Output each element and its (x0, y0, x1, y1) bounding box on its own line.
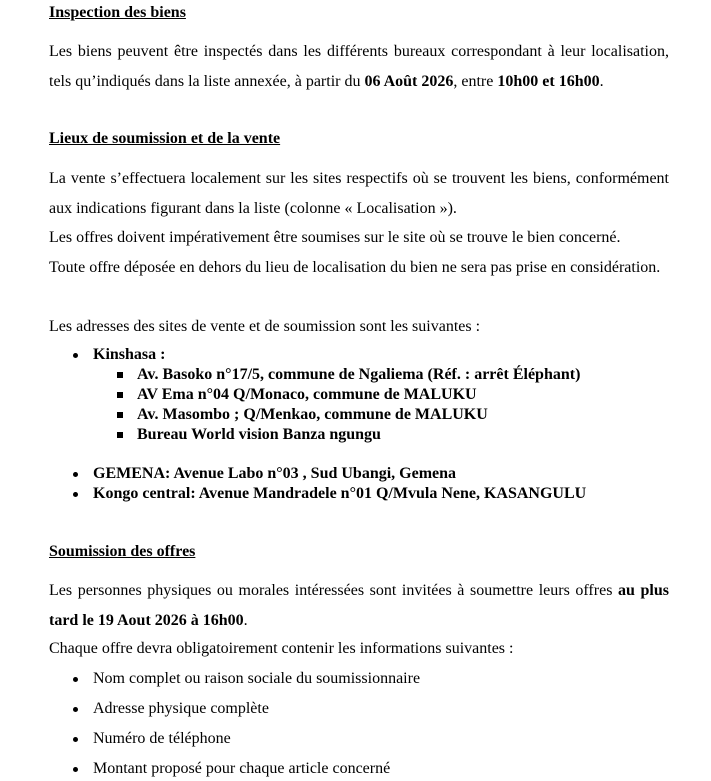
inspection-text-end: . (599, 73, 604, 90)
paragraph-soumission-2: Chaque offre devra obligatoirement contenir les informations suivantes : (49, 640, 514, 657)
list-item-site: Av. Masombo ; Q/Menkao, commune de MALUKU (137, 406, 488, 423)
list-item-site: Av. Basoko n°17/5, commune de Ngaliema (Réf. : arrêt Éléphant) (137, 366, 581, 383)
list-item-site: AV Ema n°04 Q/Monaco, commune de MALUKU (137, 386, 477, 403)
inspection-time-range: 10h00 et 16h00 (497, 73, 600, 90)
inspection-date: 06 Août 2026 (364, 73, 454, 90)
inspection-text-a: Les biens peuvent être inspectés dans les différents bureaux correspondant à leur localisation, tels qu’indiqués dans la liste annexée, à partir du (49, 43, 669, 90)
heading-soumission: Soumission des offres (49, 543, 196, 560)
bullet-dot (73, 737, 78, 742)
paragraph-lieux-2: Les offres doivent impérativement être soumises sur le site où se trouve le bien concerné. (49, 229, 621, 246)
bullet-dot (73, 472, 78, 477)
list-item-requirement: Montant proposé pour chaque article concerné (93, 760, 391, 777)
list-item-requirement: Adresse physique complète (93, 700, 269, 717)
list-item-requirement: Numéro de téléphone (93, 730, 231, 747)
bullet-dot (73, 492, 78, 497)
bullet-square (117, 372, 123, 378)
list-item-site: Kongo central: Avenue Mandradele n°01 Q/Mvula Nene, KASANGULU (93, 485, 587, 502)
soumission-text-a: Les personnes physiques ou morales intéressées sont invitées à soumettre leurs offres (49, 582, 619, 599)
heading-lieux: Lieux de soumission et de la vente (49, 130, 281, 147)
list-item-site: GEMENA: Avenue Labo n°03 , Sud Ubangi, Gemena (93, 465, 457, 482)
paragraph-inspection (49, 37, 669, 97)
paragraph-lieux-1: La vente s’effectuera localement sur les sites respectifs où se trouvent les biens, conformément aux indications figurant dans la liste (colonne « Localisation »). (49, 170, 669, 217)
bullet-dot (73, 707, 78, 712)
bullet-square (117, 432, 123, 438)
bullet-dot (73, 353, 78, 358)
list-item-site: Bureau World vision Banza ngungu (137, 426, 381, 443)
paragraph-lieux-3: Toute offre déposée en dehors du lieu de localisation du bien ne sera pas prise en considération. (49, 259, 661, 276)
list-item-kinshasa: Kinshasa : (93, 346, 166, 363)
paragraph-lieux-4: Les adresses des sites de vente et de soumission sont les suivantes : (49, 318, 481, 335)
bullet-square (117, 392, 123, 398)
inspection-text-b: , entre (453, 73, 498, 90)
list-item-requirement: Nom complet ou raison sociale du soumissionnaire (93, 670, 421, 687)
paragraph-soumission (49, 576, 669, 636)
soumission-text-end: . (243, 612, 248, 629)
bullet-dot (73, 767, 78, 772)
heading-inspection: Inspection des biens (49, 4, 186, 21)
bullet-dot (73, 677, 78, 682)
soumission-deadline: au plus tard le 19 Aout 2026 à 16h00 (49, 582, 670, 629)
bullet-square (117, 412, 123, 418)
